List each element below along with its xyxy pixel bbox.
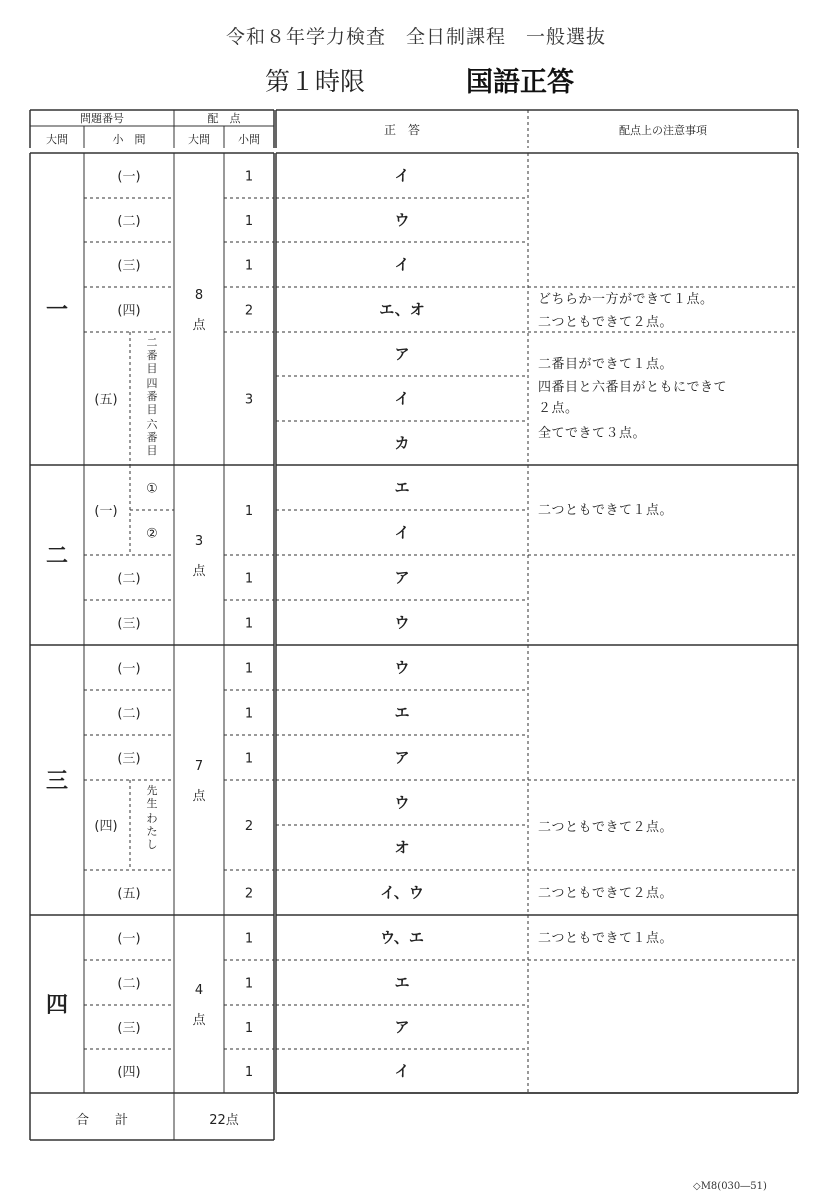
question-points: 1 — [244, 661, 254, 677]
sub-part-label: 先生 — [146, 784, 158, 810]
question-number: (二) — [117, 976, 141, 992]
section-points-unit: 点 — [192, 1013, 206, 1028]
section-points-number: 4 — [194, 983, 204, 998]
sub-part-label: わたし — [146, 812, 158, 851]
question-number: (五) — [94, 392, 118, 408]
document-code: ◇M8(030―51) — [693, 1181, 767, 1192]
section-label: 三 — [45, 769, 69, 794]
correct-answer: オ — [394, 838, 410, 857]
correct-answer: イ — [394, 389, 410, 408]
sub-part-label: ① — [146, 481, 158, 497]
scoring-note: 二つともできて１点。 — [538, 503, 674, 518]
period-label: 第１時限 — [265, 67, 366, 96]
header-mondai-bangou: 問題番号 — [80, 112, 124, 125]
question-number: (四) — [94, 819, 118, 834]
correct-answer: ウ — [394, 658, 410, 677]
question-points: 3 — [244, 392, 254, 408]
scoring-note: 全てできて３点。 — [538, 426, 647, 441]
scoring-note: どちらか一方ができて１点。 — [538, 292, 714, 307]
section-points-unit: 点 — [192, 564, 206, 579]
header-shoumon: 小 問 — [112, 133, 146, 146]
question-number: (三) — [117, 616, 141, 632]
total-value: 22点 — [209, 1113, 239, 1128]
question-number: (二) — [117, 214, 141, 229]
correct-answer: ウ、エ — [380, 928, 424, 947]
section-label: 一 — [45, 298, 69, 323]
correct-answer: エ — [394, 973, 410, 992]
correct-answer: ウ — [394, 211, 410, 229]
correct-answer: ア — [394, 345, 410, 363]
scoring-note: 二番目ができて１点。 — [538, 357, 674, 372]
correct-answer: カ — [394, 434, 410, 452]
correct-answer: エ — [394, 478, 410, 497]
question-points: 1 — [244, 706, 254, 722]
subject-title: 国語正答 — [466, 67, 574, 98]
correct-answer: ア — [394, 748, 410, 767]
question-number: (一) — [94, 504, 118, 519]
correct-answer: エ — [394, 703, 410, 722]
sub-part-label: 六番目 — [146, 418, 158, 457]
question-points: 1 — [244, 258, 254, 274]
question-number: (三) — [117, 258, 141, 274]
question-number: (五) — [117, 886, 141, 902]
question-points: 1 — [244, 504, 254, 519]
total-label: 合 計 — [75, 1113, 129, 1128]
sub-part-label: ② — [146, 526, 158, 542]
question-points: 2 — [244, 303, 254, 319]
correct-answer: イ — [394, 166, 410, 185]
section-label: 二 — [45, 544, 69, 569]
question-points: 1 — [244, 571, 254, 587]
scoring-note: 二つともできて２点。 — [538, 886, 674, 901]
header-daimon: 大問 — [46, 133, 68, 146]
exam-title: 令和８年学力検査 全日制課程 一般選抜 — [225, 26, 606, 48]
correct-answer: イ — [394, 255, 410, 274]
correct-answer: エ、オ — [379, 300, 425, 319]
correct-answer: ウ — [394, 613, 410, 632]
correct-answer: ア — [394, 1018, 410, 1036]
question-number: (一) — [117, 661, 141, 677]
question-points: 1 — [244, 616, 254, 632]
question-points: 1 — [244, 214, 254, 229]
question-number: (二) — [117, 571, 141, 587]
scoring-note: 二つともできて２点。 — [538, 315, 674, 330]
question-number: (三) — [117, 1021, 141, 1036]
correct-answer: イ — [394, 1062, 410, 1080]
section-points-number: 3 — [194, 534, 204, 549]
section-points-unit: 点 — [192, 789, 206, 804]
header-seitou: 正 答 — [383, 123, 421, 137]
sub-part-label: 四番目 — [146, 377, 158, 416]
question-points: 1 — [244, 169, 254, 185]
correct-answer: イ、ウ — [380, 883, 424, 902]
header-haiten: 配 点 — [207, 112, 241, 125]
header-haiten-daimon: 大問 — [188, 133, 210, 146]
question-points: 2 — [244, 819, 254, 834]
header-notes: 配点上の注意事項 — [619, 124, 707, 137]
question-points: 1 — [244, 976, 254, 992]
correct-answer: イ — [394, 523, 410, 542]
section-points-number: 7 — [194, 759, 204, 774]
scoring-note: 二つともできて１点。 — [538, 931, 674, 946]
correct-answer: ウ — [394, 793, 410, 812]
correct-answer: ア — [394, 568, 410, 587]
question-number: (二) — [117, 706, 141, 722]
question-number: (一) — [117, 931, 141, 947]
header-haiten-shoumon: 小問 — [238, 133, 260, 146]
question-number: (四) — [117, 303, 141, 319]
question-number: (一) — [117, 169, 141, 185]
section-points-unit: 点 — [192, 318, 206, 333]
scoring-note: 二つともできて２点。 — [538, 820, 674, 835]
question-number: (四) — [117, 1065, 141, 1080]
scoring-note: ２点。 — [538, 401, 579, 416]
section-label: 四 — [45, 993, 69, 1018]
section-points-number: 8 — [194, 288, 204, 303]
question-points: 1 — [244, 1065, 254, 1080]
question-number: (三) — [117, 751, 141, 767]
question-points: 1 — [244, 931, 254, 947]
question-points: 1 — [244, 751, 254, 767]
scoring-note: 四番目と六番目がともにできて — [538, 380, 728, 395]
question-points: 2 — [244, 886, 254, 902]
question-points: 1 — [244, 1021, 254, 1036]
sub-part-label: 二番目 — [146, 336, 158, 375]
